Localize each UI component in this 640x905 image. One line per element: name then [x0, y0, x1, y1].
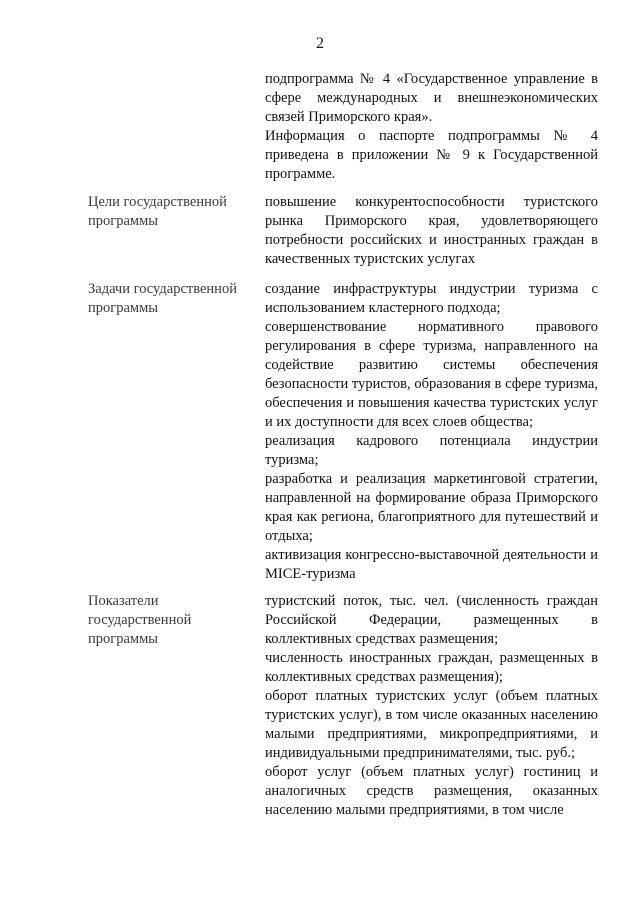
- section-label-tasks: Задачи государственной программы: [88, 281, 237, 316]
- tasks-paragraph: совершенствование нормативного правового регулирования в сфере туризма, направленного на содействие развитию системы обеспечения безопасности туристов, образования в сфере туризма, обеспечения и повышения качества туристских услуг и их доступности для всех слоев общества;: [265, 319, 598, 430]
- section-content-indicators: [265, 592, 598, 820]
- page-number: 2: [316, 35, 324, 52]
- intro-paragraph: подпрограмма № 4 «Государственное управление в сфере международных и внешнеэкономических связей Приморского края».: [265, 71, 598, 125]
- section-content-tasks: [265, 280, 598, 584]
- indicators-paragraph: оборот услуг (объем платных услуг) гостиниц и аналогичных средств размещения, оказанных населению малыми предприятиями, в том числе: [265, 764, 598, 818]
- tasks-paragraph: создание инфраструктуры индустрии туризма с использованием кластерного подхода;: [265, 281, 598, 316]
- indicators-paragraph: туристский поток, тыс. чел. (численность граждан Российской Федерации, размещенных в коллективных средствах размещения;: [265, 593, 598, 647]
- section-label-goals: Цели государственной программы: [88, 194, 227, 229]
- tasks-paragraph: реализация кадрового потенциала индустрии туризма;: [265, 433, 598, 468]
- tasks-paragraph: разработка и реализация маркетинговой стратегии, направленной на формирование образа Приморского края как региона, благоприятного для путешествий и отдыха;: [265, 471, 598, 544]
- indicators-paragraph: оборот платных туристских услуг (объем платных туристских услуг), в том числе оказанных населению малыми предприятиями, микропредприятиями, и индивидуальными предпринимателями, тыс. руб.;: [265, 688, 598, 761]
- section-label-indicators: Показатели государственной программы: [88, 593, 192, 647]
- goals-paragraph: повышение конкурентоспособности туристского рынка Приморского края, удовлетворяющего потребности российских и иностранных граждан в качественных туристских услугах: [265, 194, 598, 267]
- indicators-paragraph: численность иностранных граждан, размещенных в коллективных средствах размещения);: [265, 650, 598, 685]
- intro-block: [265, 70, 598, 184]
- tasks-paragraph: активизация конгрессно-выставочной деятельности и MICE-туризма: [265, 547, 598, 582]
- intro-paragraph: Информация о паспорте подпрограммы № 4 приведена в приложении № 9 к Государственной программе.: [265, 128, 598, 182]
- section-content-goals: [265, 193, 598, 269]
